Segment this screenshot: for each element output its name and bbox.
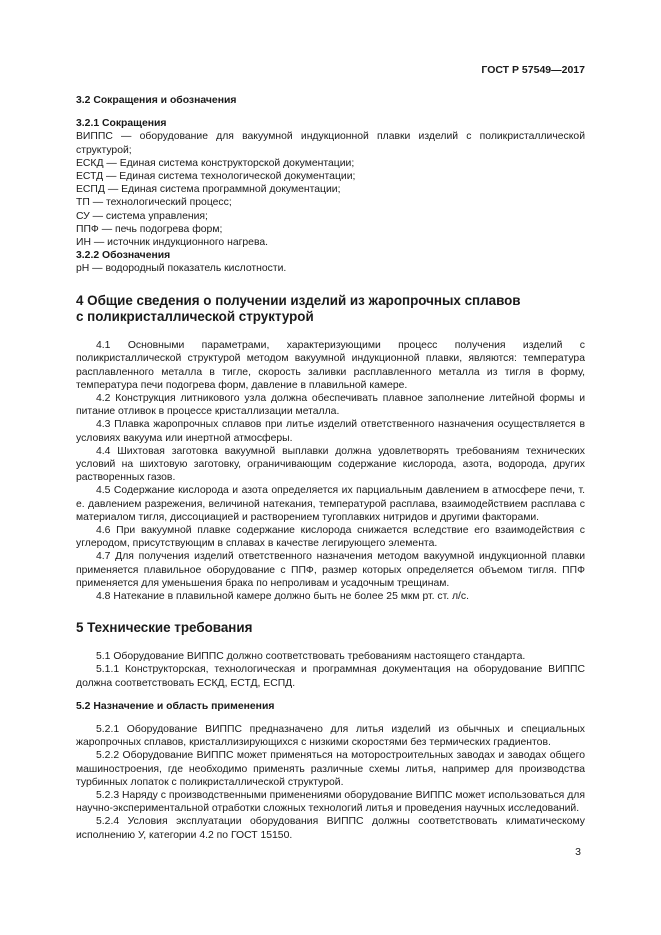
section-3-2-2-title: 3.2.2 Обозначения [76,250,171,262]
paragraph-5-1: 5.1 Оборудование ВИППС должно соответствовать требованиям настоящего стандарта. [96,651,526,663]
section-3-2-1-title: 3.2.1 Сокращения [76,118,167,130]
page-content [76,94,585,842]
abbr-item: ЕСТД — Единая система технологической документации; [76,171,356,183]
paragraph-4-2: 4.2 Конструкция литникового узла должна обеспечивать плавное заполнение литейной формы и питание отливок в процессе кристаллизации металла. [76,393,585,418]
paragraph-4-4: 4.4 Шихтовая заготовка вакуумной выплавки должна удовлетворять требованиям технических условий на шихтовую заготовку, ограничивающим содержание кислорода, азота, водорода, других растворенных газов. [76,445,585,484]
abbr-item: ЕСКД — Единая система конструкторской документации; [76,157,355,169]
paragraph-5-2-3: 5.2.3 Наряду с производственными применениями оборудование ВИППС может использоваться для научно-экспериментальной отработки сложных технологий литья и проведения научных исследований. [76,789,585,815]
document-code: ГОСТ Р 57549—2017 [481,64,585,76]
paragraph-4-1: 4.1 Основными параметрами, характеризующими процесс получения изделий с поликристаллической структурой методом вакуумной индукционной плавки, являются: температура расплавленного металла в тигле, скорость заливки расплавленного металла из тигля в форму, температура печи подогрева форм, давление в плавильной камере. [76,340,585,391]
abbr-item: СУ — система управления; [76,210,208,222]
abbr-item: ППФ — печь подогрева форм; [76,223,223,235]
paragraph-4-6: 4.6 При вакуумной плавке содержание кислорода снижается вследствие его взаимодействия с углеродом, присутствующим в сплавах в качестве легирующего элемента. [76,525,585,550]
paragraph-5-2-1: 5.2.1 Оборудование ВИППС предназначено для литья изделий из обычных и специальных жаропрочных сплавов, кристаллизирующихся с низкими скоростями без термических градиентов. [76,723,585,749]
designation-item: pH — водородный показатель кислотности. [76,263,287,275]
abbr-item: ИН — источник индукционного нагрева. [76,237,269,249]
paragraph-5-1-1: 5.1.1 Конструкторская, технологическая и программная документация на оборудование ВИППС должна соответствовать ЕСКД, ЕСТД, ЕСПД. [76,664,585,689]
section-3-2-title: 3.2 Сокращения и обозначения [76,95,237,106]
paragraph-4-5: 4.5 Содержание кислорода и азота определяется их парциальным давлением в атмосфере печи, т. е. давлением разрежения, величиной натекания, температурой расплава, взаимодействием расплава с материалом тигля, диссоциацией и растворением тугоплавких нитридов и другими факторами. [76,485,585,523]
section-5-2-title: 5.2 Назначение и область применения [76,700,275,712]
section-5-title: 5 Технические требования [76,620,253,636]
section-4-title: 4 Общие сведения о получении изделий из жаропрочных сплавов с поликристаллической структурой [76,292,521,325]
abbr-item: ЕСПД — Единая система программной документации; [76,184,341,196]
abbr-item: ТП — технологический процесс; [76,197,232,209]
paragraph-4-7: 4.7 Для получения изделий ответственного назначения методом вакуумной индукционной плавки применяется плавильное оборудование с ППФ, размер которых определяется объемом тигля. ППФ применяется для уменьшения брака по непроливам и усадочным трещинам. [76,551,585,589]
paragraph-5-2-2: 5.2.2 Оборудование ВИППС может применяться на моторостроительных заводах и заводах общего машиностроения, где необходимо применять различные схемы литья, например для производства турбинных лопаток с поликристаллической структурой. [76,750,585,788]
paragraph-4-8: 4.8 Натекание в плавильной камере должно быть не более 25 мкм рт. ст. л/с. [96,591,469,603]
abbr-item: ВИППС — оборудование для вакуумной индукционной плавки изделий с поликристаллической структурой; [76,131,585,156]
page-number: 3 [575,846,581,858]
paragraph-4-3: 4.3 Плавка жаропрочных сплавов при литье изделий ответственного назначения осуществляется в условиях вакуума или инертной атмосферы. [76,419,585,444]
paragraph-5-2-4: 5.2.4 Условия эксплуатации оборудования ВИППС должны соответствовать климатическому исполнению У, категории 4.2 по ГОСТ 15150. [76,816,585,841]
